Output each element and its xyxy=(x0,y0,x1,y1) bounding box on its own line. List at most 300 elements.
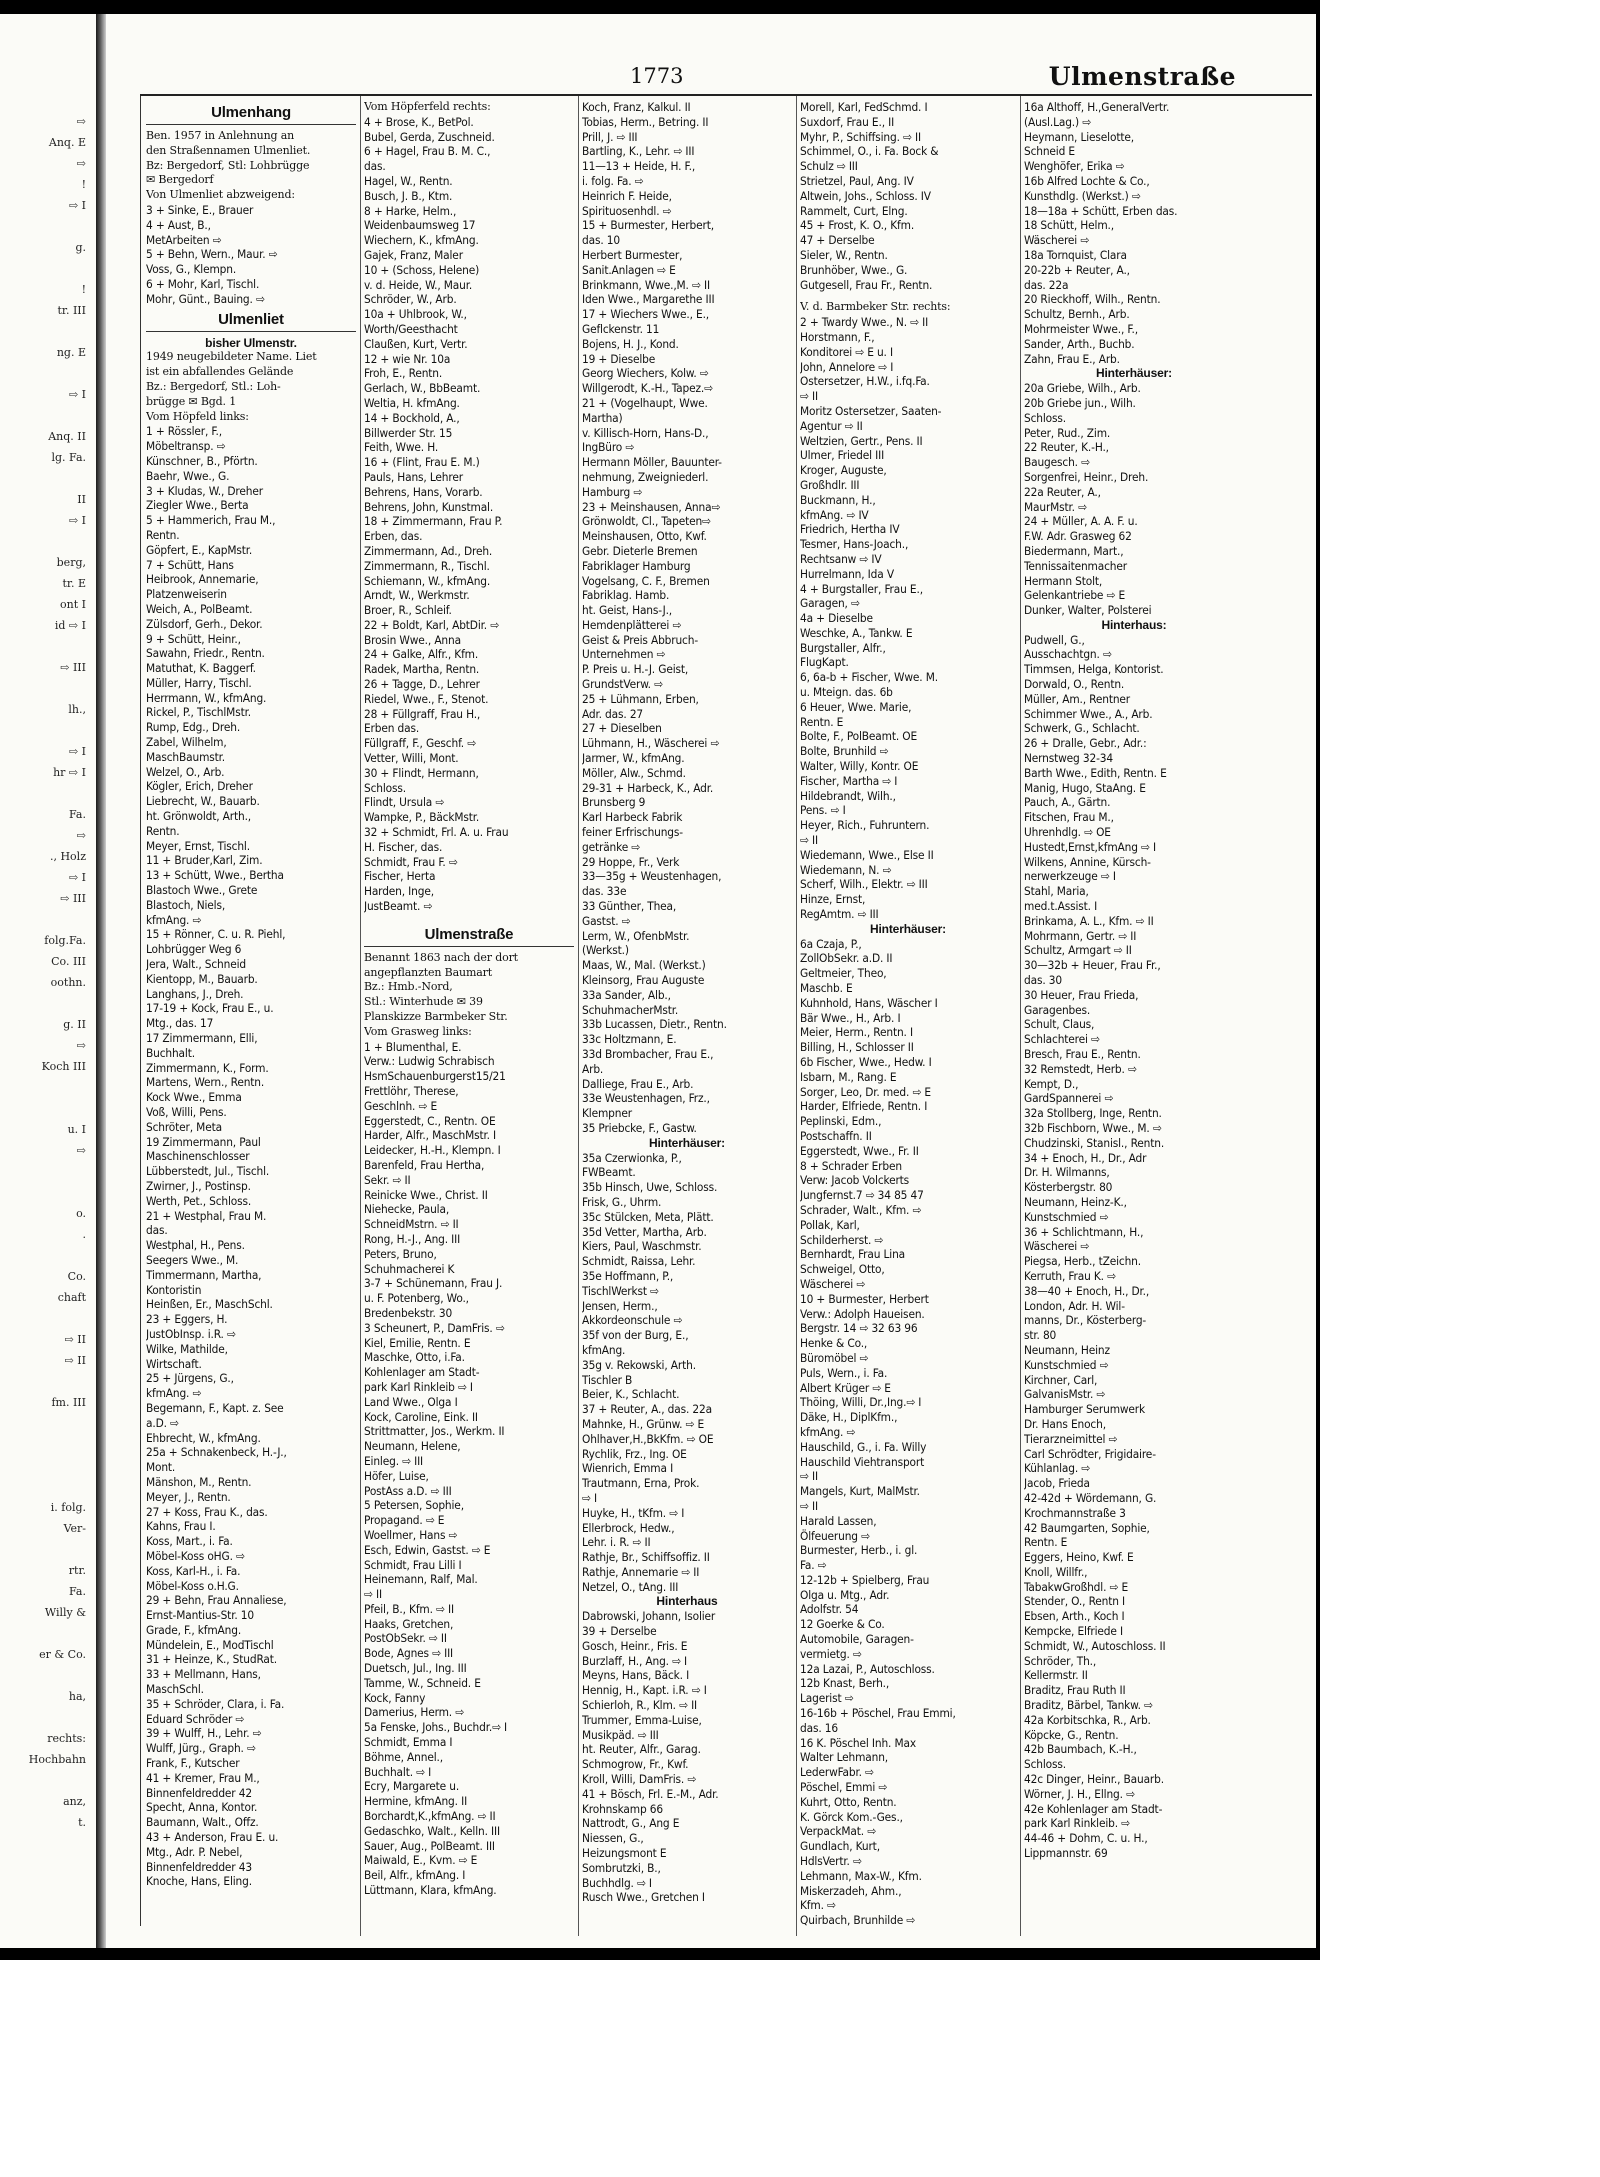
directory-entry: Adolfstr. 54 xyxy=(800,1602,859,1617)
directory-entry: Möller, Alw., Schmd. xyxy=(582,765,686,780)
directory-entry: 42c Dinger, Heinr., Bauarb. xyxy=(1024,1772,1164,1787)
section-subheading: Hinterhäuser: xyxy=(1095,366,1173,381)
directory-entry: Geist & Preis Abbruch- xyxy=(582,632,699,647)
directory-entry: Unternehmen ⇨ xyxy=(582,647,666,662)
directory-entry: Däke, H., DiplKfm., xyxy=(800,1410,898,1425)
directory-entry: Weltzien, Gertr., Pens. II xyxy=(800,433,923,448)
street-note: Vom Grasweg links: xyxy=(364,1024,472,1038)
directory-entry: Buchhalt. xyxy=(146,1045,195,1060)
directory-entry: Ulmer, Friedel III xyxy=(800,448,885,463)
section-subheading: Hinterhäuser: xyxy=(869,921,947,936)
directory-entry: 37 + Reuter, A., das. 22a xyxy=(582,1402,712,1417)
directory-column-2 xyxy=(364,100,574,1938)
directory-entry: Worth/Geesthacht xyxy=(364,321,458,336)
prev-page-fragment: Koch III xyxy=(41,1060,86,1073)
directory-entry: Mohr, Günt., Bauing. ⇨ xyxy=(146,291,265,306)
street-note: Bz: Bergedorf, Stl: Lohbrügge xyxy=(146,158,310,172)
directory-entry: Olga u. Mtg., Adr. xyxy=(800,1587,890,1602)
directory-entry: Karl Harbeck Fabrik xyxy=(582,810,683,825)
directory-entry: Duetsch, Jul., Ing. III xyxy=(364,1661,467,1676)
directory-entry: med.t.Assist. I xyxy=(1024,899,1098,914)
directory-entry: Morell, Karl, FedSchmd. I xyxy=(800,100,928,114)
directory-entry: Zwirner, J., Postinsp. xyxy=(146,1178,251,1193)
directory-entry: Lüttmann, Klara, kfmAng. xyxy=(364,1883,497,1898)
directory-entry: Kösterbergstr. 80 xyxy=(1024,1180,1113,1195)
directory-entry: ht. Grönwoldt, Arth., xyxy=(146,809,252,824)
directory-entry: RegAmtm. ⇨ III xyxy=(800,907,879,922)
directory-entry: Peplinski, Edm., xyxy=(800,1114,882,1129)
directory-entry: Kögler, Erich, Dreher xyxy=(146,779,253,794)
directory-entry: Herbert Burmester, xyxy=(582,247,683,262)
directory-entry: Köpcke, G., Rentn. xyxy=(1024,1727,1119,1742)
prev-page-fragment: Willy & xyxy=(44,1606,86,1619)
directory-entry: FWBeamt. xyxy=(582,1165,636,1180)
directory-entry: Langhans, J., Dreh. xyxy=(146,986,244,1001)
directory-entry: Behrens, John, Kunstmal. xyxy=(364,499,494,514)
street-note: Ben. 1957 in Anlehnung an xyxy=(146,129,295,142)
directory-entry: 15 + Rönner, C. u. R. Piehl, xyxy=(146,927,286,942)
directory-entry: Künschner, B., Pförtn. xyxy=(146,453,258,468)
directory-entry: Strittmatter, Jos., Werkm. II xyxy=(364,1424,505,1439)
directory-entry: Hauschild Viehtransport xyxy=(800,1454,925,1469)
directory-entry: GrundstVerw. ⇨ xyxy=(582,677,663,692)
directory-entry: Verw: Jacob Volckerts xyxy=(800,1173,910,1188)
directory-entry: Frettlöhr, Therese, xyxy=(364,1084,459,1098)
directory-entry: 41 + Bösch, Frl. E.-M., Adr. xyxy=(582,1786,719,1801)
left-margin-rule xyxy=(140,96,141,1926)
directory-entry: Heinßen, Er., MaschSchl. xyxy=(146,1297,273,1312)
prev-page-fragment: ⇨ I xyxy=(68,514,86,527)
prev-page-fragment: ⇨ III xyxy=(60,661,86,674)
directory-entry: Automobile, Garagen- xyxy=(800,1632,914,1647)
directory-entry: Schultz, Armgart ⇨ II xyxy=(1024,943,1132,958)
directory-entry: 34 + Enoch, H., Dr., Adr xyxy=(1024,1150,1147,1165)
street-note: ist ein abfallendes Gelände xyxy=(146,365,294,379)
directory-entry: 29-31 + Harbeck, K., Adr. xyxy=(582,780,714,795)
prev-page-fragment: chaft xyxy=(57,1291,86,1304)
directory-entry: Mahnke, H., Grünw. ⇨ E xyxy=(582,1416,705,1431)
directory-entry: 16b Alfred Lochte & Co., xyxy=(1024,173,1150,188)
directory-entry: Ölfeuerung ⇨ xyxy=(800,1528,870,1543)
directory-entry: Ostersetzer, H.W., i.fq.Fa. xyxy=(800,374,930,389)
directory-entry: Lehmann, Max-W., Kfm. xyxy=(800,1868,922,1883)
directory-entry: 17 + Wiechers Wwe., E., xyxy=(582,307,710,322)
directory-entry: Kempt, D., xyxy=(1024,1076,1079,1091)
directory-entry: Scherf, Wilh., Elektr. ⇨ III xyxy=(800,877,928,892)
directory-entry: Kunsthdlg. (Werkst.) ⇨ xyxy=(1024,188,1141,203)
directory-entry: Möbeltransp. ⇨ xyxy=(146,439,226,454)
prev-page-fragment: ⇨ II xyxy=(64,1333,86,1346)
directory-entry: Zahn, Frau E., Arb. xyxy=(1024,351,1120,366)
directory-entry: Tamme, W., Schneid. E xyxy=(364,1675,481,1690)
directory-entry: VerpackMat. ⇨ xyxy=(800,1824,876,1839)
directory-entry: 5 + Hammerich, Frau M., xyxy=(146,513,276,528)
directory-entry: Arndt, W., Werkmstr. xyxy=(364,588,470,603)
street-heading: Ulmenliet xyxy=(146,309,356,332)
prev-page-fragment: . xyxy=(82,1228,86,1241)
directory-entry: 20-22b + Reuter, A., xyxy=(1024,262,1130,277)
directory-entry: 33 + Mellmann, Hans, xyxy=(146,1667,261,1682)
directory-entry: Stender, O., Rentn I xyxy=(1024,1594,1126,1609)
directory-entry: Füllgraff, F., Geschf. ⇨ xyxy=(364,736,476,751)
directory-entry: Kerruth, Frau K. ⇨ xyxy=(1024,1268,1116,1283)
directory-entry: 1 + Blumenthal, E. xyxy=(364,1039,462,1054)
directory-entry: TabakwGroßhdl. ⇨ E xyxy=(1024,1579,1129,1594)
directory-entry: 16-16b + Pöschel, Frau Emmi, xyxy=(800,1706,956,1721)
directory-entry: 17-19 + Kock, Frau E., u. xyxy=(146,1001,274,1016)
directory-entry: 12 Goerke & Co. xyxy=(800,1617,885,1632)
directory-entry: Strietzel, Paul, Ang. IV xyxy=(800,173,914,188)
directory-entry: Burzlaff, H., Ang. ⇨ I xyxy=(582,1653,688,1668)
directory-entry: Jacob, Frieda xyxy=(1024,1476,1090,1491)
directory-entry: Kunstschmied ⇨ xyxy=(1024,1357,1109,1372)
directory-entry: Erben, das. xyxy=(364,529,423,544)
directory-entry: Suxdorf, Frau E., II xyxy=(800,114,895,129)
directory-entry: Lühmann, H., Wäscherei ⇨ xyxy=(582,736,720,751)
directory-entry: Froh, E., Rentn. xyxy=(364,366,443,381)
directory-entry: v. d. Heide, W., Maur. xyxy=(364,277,473,292)
directory-entry: 15 + Burmester, Herbert, xyxy=(582,218,714,233)
directory-entry: Land Wwe., Olga I xyxy=(364,1394,458,1409)
directory-entry: Wienrich, Emma I xyxy=(582,1461,674,1476)
directory-entry: nerwerkzeuge ⇨ I xyxy=(1024,869,1116,884)
directory-entry: Maas, W., Mal. (Werkst.) xyxy=(582,958,706,973)
directory-entry: Kientopp, M., Bauarb. xyxy=(146,971,258,986)
prev-page-fragment: g. II xyxy=(63,1018,86,1031)
street-note: V. d. Barmbeker Str. rechts: xyxy=(800,300,951,314)
directory-entry: London, Adr. H. Wil- xyxy=(1024,1298,1125,1313)
street-heading: Ulmenstraße xyxy=(364,924,574,947)
directory-entry: Rentn. xyxy=(146,527,180,542)
directory-entry: Kontoristin xyxy=(146,1282,202,1297)
header-rule xyxy=(140,94,1312,96)
directory-entry: Woellmer, Hans ⇨ xyxy=(364,1527,458,1542)
directory-entry: Dalliege, Frau E., Arb. xyxy=(582,1076,694,1091)
directory-entry: 42-42d + Wördemann, G. xyxy=(1024,1490,1157,1505)
directory-entry: 32a Stollberg, Inge, Rentn. xyxy=(1024,1106,1162,1121)
directory-entry: Liebrecht, W., Bauarb. xyxy=(146,794,260,809)
directory-entry: Ziegler Wwe., Berta xyxy=(146,498,249,513)
prev-page-fragment: anz, xyxy=(63,1795,86,1808)
directory-entry: 25a + Schnakenbeck, H.-J., xyxy=(146,1445,287,1460)
directory-entry: Netzel, O., tAng. III xyxy=(582,1579,679,1594)
directory-entry: 11 + Bruder,Karl, Zim. xyxy=(146,853,263,868)
directory-entry: Brinkmann, Wwe.,M. ⇨ II xyxy=(582,277,710,292)
directory-entry: Mohrmann, Gertr. ⇨ II xyxy=(1024,928,1137,943)
directory-entry: Zimmermann, K., Form. xyxy=(146,1060,269,1075)
directory-entry: Baugesch. ⇨ xyxy=(1024,455,1090,470)
prev-page-fragment: ⇨ I xyxy=(68,745,86,758)
directory-entry: Barenfeld, Frau Hertha, xyxy=(364,1157,485,1172)
prev-page-fragment: lg. Fa. xyxy=(51,451,86,464)
directory-entry: Wäscherei ⇨ xyxy=(1024,233,1090,248)
directory-entry: 44-46 + Dohm, C. u. H., xyxy=(1024,1831,1148,1846)
directory-entry: Wäscherei ⇨ xyxy=(1024,1239,1090,1254)
directory-entry: Maschke, Otto, i.Fa. xyxy=(364,1350,465,1365)
directory-entry: 35f von der Burg, E., xyxy=(582,1328,689,1343)
directory-entry: 26 + Tagge, D., Lehrer xyxy=(364,677,480,692)
directory-entry: Musikpäd. ⇨ III xyxy=(582,1727,659,1742)
directory-entry: Mündelein, E., ModTischl xyxy=(146,1637,274,1652)
directory-entry: Esch, Edwin, Gastst. ⇨ E xyxy=(364,1542,491,1557)
directory-entry: Vogelsang, C. F., Bremen xyxy=(582,573,710,588)
directory-entry: Schmidt, Frau F. ⇨ xyxy=(364,854,458,869)
directory-entry: Leidecker, H.-H., Klempn. I xyxy=(364,1143,501,1158)
page-number: 1773 xyxy=(630,64,684,88)
directory-entry: Bredenbekstr. 30 xyxy=(364,1305,453,1320)
directory-entry: ⇨ II xyxy=(800,1498,818,1513)
directory-entry: Hurrelmann, Ida V xyxy=(800,566,894,581)
directory-entry: 10a + Uhlbrook, W., xyxy=(364,307,467,322)
directory-entry: Braditz, Bärbel, Tankw. ⇨ xyxy=(1024,1698,1153,1713)
directory-entry: Matuthat, K. Baggerf. xyxy=(146,661,256,676)
directory-entry: 6b Fischer, Wwe., Hedw. I xyxy=(800,1055,932,1069)
directory-entry: Schlachterei ⇨ xyxy=(1024,1032,1100,1047)
column-divider xyxy=(796,96,797,1936)
prev-page-fragment: er & Co. xyxy=(39,1648,86,1661)
directory-entry: Buchhdlg. ⇨ I xyxy=(582,1875,652,1890)
directory-entry: Puls, Wern., i. Fa. xyxy=(800,1365,888,1380)
directory-entry: feiner Erfrischungs- xyxy=(582,825,683,840)
directory-entry: 30—32b + Heuer, Frau Fr., xyxy=(1024,958,1161,973)
directory-entry: str. 80 xyxy=(1024,1328,1057,1343)
directory-entry: 6 + Hagel, Frau B. M. C., xyxy=(364,144,491,159)
directory-entry: Koss, Karl-H., i. Fa. xyxy=(146,1563,241,1578)
directory-entry: Jensen, Herm., xyxy=(582,1298,658,1313)
directory-entry: Voss, G., Klempn. xyxy=(146,262,237,277)
directory-entry: Verw.: Ludwig Schrabisch xyxy=(364,1054,495,1069)
directory-entry: ⇨ II xyxy=(800,1469,818,1484)
directory-entry: Moritz Ostersetzer, Saaten- xyxy=(800,403,942,418)
prev-page-fragment: ⇨ II xyxy=(64,1354,86,1367)
directory-entry: Göpfert, E., KapMstr. xyxy=(146,542,253,557)
directory-entry: Harden, Inge, xyxy=(364,884,434,899)
directory-entry: Geschlnh. ⇨ E xyxy=(364,1098,438,1113)
directory-entry: Sorgenfrei, Heinr., Dreh. xyxy=(1024,469,1149,484)
directory-entry: Weich, A., PolBeamt. xyxy=(146,601,253,616)
directory-entry: Hermann Möller, Bauunter- xyxy=(582,455,722,470)
directory-entry: 28 + Füllgraff, Frau H., xyxy=(364,706,481,721)
directory-entry: Wäscherei ⇨ xyxy=(800,1276,866,1291)
directory-entry: Heinemann, Ralf, Mal. xyxy=(364,1572,478,1587)
directory-entry: 18—18a + Schütt, Erben das. xyxy=(1024,203,1178,218)
directory-entry: 18a Tornquist, Clara xyxy=(1024,247,1127,262)
directory-entry: Heinrich F. Heide, xyxy=(582,188,672,203)
directory-entry: das. xyxy=(364,159,386,174)
directory-entry: Garagen, ⇨ xyxy=(800,596,860,611)
section-subheading: Hinterhaus: xyxy=(1101,617,1167,632)
directory-entry: Buchhalt. ⇨ I xyxy=(364,1764,432,1779)
spacer xyxy=(800,292,1016,300)
directory-entry: Manig, Hugo, StaAng. E xyxy=(1024,780,1146,795)
directory-entry: Agentur ⇨ II xyxy=(800,418,863,433)
directory-entry: Heizungsmont E xyxy=(582,1846,667,1861)
directory-entry: Einleg. ⇨ III xyxy=(364,1453,424,1468)
street-note: Benannt 1863 nach der dort xyxy=(364,950,518,964)
directory-entry: 38—40 + Enoch, H., Dr., xyxy=(1024,1283,1150,1298)
prev-page-fragment: Hochbahn xyxy=(28,1753,86,1766)
directory-entry: 3 + Sinke, E., Brauer xyxy=(146,202,254,217)
directory-entry: Quirbach, Brunhilde ⇨ xyxy=(800,1913,916,1928)
directory-entry: Kempcke, Elfriede I xyxy=(1024,1624,1123,1639)
directory-entry: Feith, Wwe. H. xyxy=(364,440,439,455)
directory-entry: getränke ⇨ xyxy=(582,839,641,854)
directory-entry: i. folg. Fa. ⇨ xyxy=(582,173,644,188)
directory-entry: Pauch, A., Gärtn. xyxy=(1024,795,1111,810)
street-note: den Straßennamen Ulmenliet. xyxy=(146,143,311,157)
directory-entry: Wulff, Jürg., Graph. ⇨ xyxy=(146,1741,256,1756)
directory-entry: Arb. xyxy=(582,1061,604,1076)
directory-entry: Lohbrügger Weg 6 xyxy=(146,942,242,957)
directory-entry: JustObInsp. i.R. ⇨ xyxy=(146,1326,236,1341)
directory-entry: Friedrich, Hertha IV xyxy=(800,522,900,537)
street-note: Vom Höpfeld links: xyxy=(146,409,249,423)
directory-entry: 10 + (Schoss, Helene) xyxy=(364,262,480,277)
directory-entry: 33c Holtzmann, E. xyxy=(582,1032,677,1047)
directory-entry: Schloss. xyxy=(1024,410,1066,425)
directory-entry: Schiemann, W., kfmAng. xyxy=(364,573,491,588)
directory-entry: 35b Hinsch, Uwe, Schloss. xyxy=(582,1180,718,1195)
prev-page-fragment: Fa. xyxy=(69,1585,86,1598)
directory-entry: 23 + Eggers, H. xyxy=(146,1312,228,1327)
directory-entry: kfmAng. ⇨ xyxy=(146,912,202,927)
prev-page-fragment: Ver- xyxy=(63,1522,86,1535)
directory-entry: park Karl Rinkleib. ⇨ xyxy=(1024,1816,1130,1831)
directory-entry: Ernst-Mantius-Str. 10 xyxy=(146,1608,254,1623)
directory-entry: Kroll, Willi, DamFris. ⇨ xyxy=(582,1772,697,1787)
directory-entry: Beier, K., Schlacht. xyxy=(582,1387,680,1402)
directory-entry: Albert Krüger ⇨ E xyxy=(800,1380,891,1395)
directory-entry: Zimmermann, R., Tischl. xyxy=(364,558,490,573)
directory-entry: H. Fischer, das. xyxy=(364,839,443,854)
directory-entry: Bergstr. 14 ⇨ 32 63 96 xyxy=(800,1321,918,1336)
directory-entry: Harder, Alfr., MaschMstr. I xyxy=(364,1128,497,1143)
prev-page-fragment: Anq. E xyxy=(48,136,86,149)
directory-entry: 5 Petersen, Sophie, xyxy=(364,1498,464,1513)
directory-entry: 22a Reuter, A., xyxy=(1024,484,1101,499)
directory-entry: Ausschachtgn. ⇨ xyxy=(1024,647,1112,662)
directory-entry: Hemdenplätterei ⇨ xyxy=(582,617,682,632)
directory-entry: Peter, Rud., Zim. xyxy=(1024,425,1111,440)
directory-entry: 5 + Behn, Wern., Maur. ⇨ xyxy=(146,247,278,262)
directory-entry: das. 33e xyxy=(582,884,627,899)
directory-entry: Kuhrt, Otto, Rentn. xyxy=(800,1794,897,1809)
directory-entry: Zülsdorf, Gerh., Dekor. xyxy=(146,616,263,631)
scan-border xyxy=(1316,0,1320,1960)
directory-entry: Miskerzadeh, Ahm., xyxy=(800,1883,902,1898)
directory-entry: Schwerk, G., Schlacht. xyxy=(1024,721,1140,736)
directory-entry: Haaks, Gretchen, xyxy=(364,1616,454,1631)
directory-entry: Carl Schrödter, Frigidaire- xyxy=(1024,1446,1156,1461)
prev-page-fragment: oothn. xyxy=(50,976,86,989)
prev-page-fragment: rechts: xyxy=(47,1732,86,1745)
prev-page-fragment: ⇨ III xyxy=(60,892,86,905)
directory-entry: Radek, Martha, Rentn. xyxy=(364,662,480,677)
prev-page-fragment: ⇨ I xyxy=(68,199,86,212)
directory-entry: Klempner xyxy=(582,1106,632,1121)
directory-entry: Iden Wwe., Margarethe III xyxy=(582,292,715,307)
directory-entry: 25 + Lühmann, Erben, xyxy=(582,691,699,706)
prev-page-fragment: ng. E xyxy=(56,346,86,359)
directory-entry: 35 Priebcke, F., Gastw. xyxy=(582,1120,697,1135)
prev-page-fragment: t. xyxy=(78,1816,86,1829)
directory-entry: Koch, Franz, Kalkul. II xyxy=(582,100,691,114)
directory-entry: Welzel, O., Arb. xyxy=(146,764,225,779)
directory-entry: Schult, Claus, xyxy=(1024,1017,1095,1032)
directory-entry: Wiedemann, Wwe., Else II xyxy=(800,847,934,862)
directory-entry: Gedaschko, Walt., Kelln. III xyxy=(364,1823,500,1838)
directory-entry: Adr. das. 27 xyxy=(582,706,644,721)
directory-entry: Fabriklag. Hamb. xyxy=(582,588,670,603)
directory-entry: Meier, Herm., Rentn. I xyxy=(800,1025,913,1040)
directory-entry: Jarmer, W., kfmAng. xyxy=(582,751,685,766)
directory-entry: 12-12b + Spielberg, Frau xyxy=(800,1572,930,1587)
directory-entry: Niehecke, Paula, xyxy=(364,1202,450,1217)
section-subheading: Hinterhäuser: xyxy=(648,1135,726,1150)
directory-entry: Walter Lehmann, xyxy=(800,1750,888,1765)
directory-entry: ht. Geist, Hans-J., xyxy=(582,603,673,618)
directory-entry: Bär Wwe., H., Arb. I xyxy=(800,1010,901,1025)
directory-entry: Hennig, H., Kapt. i.R. ⇨ I xyxy=(582,1683,707,1698)
directory-entry: 4 + Brose, K., BetPol. xyxy=(364,114,474,129)
directory-entry: 33—35g + Weustenhagen, xyxy=(582,869,722,884)
directory-entry: Gajek, Franz, Maler xyxy=(364,247,463,262)
directory-entry: Behrens, Hans, Vorarb. xyxy=(364,484,483,499)
directory-entry: das. xyxy=(146,1223,168,1238)
directory-entry: Damerius, Herm. ⇨ xyxy=(364,1705,464,1720)
directory-entry: Kroger, Auguste, xyxy=(800,463,887,478)
directory-entry: Meyer, Ernst, Tischl. xyxy=(146,838,250,853)
directory-entry: Binnenfeldredder 42 xyxy=(146,1785,252,1800)
prev-page-fragment: Co. xyxy=(67,1270,86,1283)
directory-column-5 xyxy=(1024,100,1244,1938)
directory-entry: HdlsVertr. ⇨ xyxy=(800,1854,862,1869)
directory-entry: GardSpannerei ⇨ xyxy=(1024,1091,1114,1106)
directory-entry: das. 22a xyxy=(1024,277,1069,292)
directory-entry: 16 + (Flint, Frau E. M.) xyxy=(364,455,480,470)
directory-entry: Braditz, Frau Ruth II xyxy=(1024,1683,1126,1698)
directory-entry: Schilderherst. ⇨ xyxy=(800,1232,884,1247)
directory-entry: Mtg., Adr. P. Nebel, xyxy=(146,1844,243,1859)
directory-entry: Kiel, Emilie, Rentn. E xyxy=(364,1335,471,1350)
street-note: Stl.: Winterhude ✉ 39 xyxy=(364,995,483,1009)
directory-entry: Kühlanlag. ⇨ xyxy=(1024,1461,1091,1476)
previous-page-strip xyxy=(0,94,92,1934)
prev-page-fragment: ! xyxy=(81,283,86,296)
directory-entry: Rentn. xyxy=(146,823,180,838)
prev-page-fragment: tr. E xyxy=(62,577,86,590)
directory-entry: Eduard Schröder ⇨ xyxy=(146,1711,245,1726)
directory-entry: Ebsen, Arth., Koch I xyxy=(1024,1609,1125,1624)
prev-page-fragment: o. xyxy=(76,1207,86,1220)
directory-entry: Sieler, W., Rentn. xyxy=(800,247,888,262)
prev-page-fragment: lh., xyxy=(68,703,86,716)
directory-entry: 23 + Meinshausen, Anna⇨ xyxy=(582,499,721,514)
directory-entry: Wampke, P., BäckMstr. xyxy=(364,810,480,825)
directory-entry: 43 + Anderson, Frau E. u. xyxy=(146,1830,279,1845)
directory-entry: Propagand. ⇨ E xyxy=(364,1513,445,1528)
directory-entry: Dorwald, O., Rentn. xyxy=(1024,677,1125,692)
directory-entry: 33 Günther, Thea, xyxy=(582,899,677,914)
directory-entry: Bolte, Brunhild ⇨ xyxy=(800,744,889,759)
prev-page-fragment: Co. III xyxy=(51,955,86,968)
directory-entry: Hermine, kfmAng. II xyxy=(364,1794,468,1809)
directory-entry: a.D. ⇨ xyxy=(146,1415,179,1430)
directory-entry: das. 30 xyxy=(1024,973,1062,988)
directory-entry: Schmidt, Raissa, Lehr. xyxy=(582,1254,696,1269)
directory-entry: Baehr, Wwe., G. xyxy=(146,468,230,483)
directory-entry: 4 + Burgstaller, Frau E., xyxy=(800,581,923,596)
